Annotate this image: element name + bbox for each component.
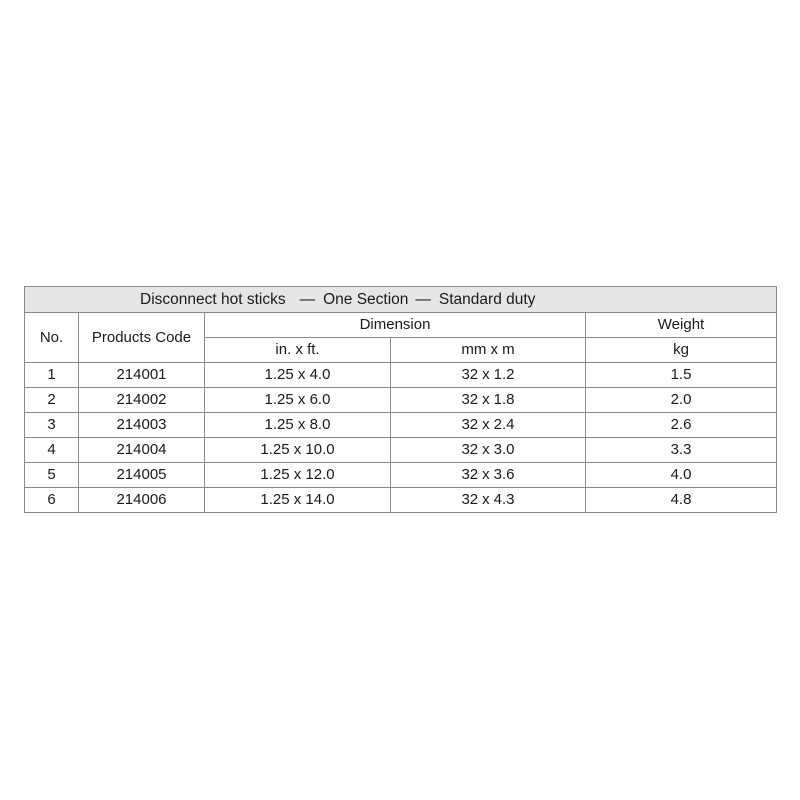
cell-no: 1 — [25, 363, 79, 388]
table-row — [25, 488, 777, 513]
cell-imperial: 1.25 x 10.0 — [205, 438, 391, 463]
cell-no: 4 — [25, 438, 79, 463]
metric-diameter: 32 — [461, 391, 479, 408]
cell-imperial: 1.25 x 4.0 — [205, 363, 391, 388]
spec-table — [24, 286, 777, 513]
title-dash-2: — — [415, 290, 431, 308]
cell-no: 2 — [25, 388, 79, 413]
metric-length: 1.2 — [493, 366, 515, 383]
header-weight: Weight — [586, 313, 777, 338]
table-row — [25, 438, 777, 463]
cell-code: 214002 — [79, 388, 205, 413]
header-dim-imperial: in. x ft. — [205, 338, 391, 363]
cell-code: 214001 — [79, 363, 205, 388]
metric-diameter: 32 — [461, 466, 479, 483]
cell-metric — [391, 438, 586, 463]
cell-metric — [391, 463, 586, 488]
cell-metric — [391, 363, 586, 388]
metric-length: 4.3 — [493, 491, 515, 508]
metric-diameter: 32 — [461, 491, 479, 508]
cell-weight: 2.6 — [586, 413, 777, 438]
metric-length: 2.4 — [493, 416, 515, 433]
table-row — [25, 363, 777, 388]
cell-imperial: 1.25 x 8.0 — [205, 413, 391, 438]
cell-weight: 2.0 — [586, 388, 777, 413]
cell-code: 214004 — [79, 438, 205, 463]
metric-times: x — [482, 416, 490, 433]
table-title — [25, 287, 777, 313]
cell-weight: 4.0 — [586, 463, 777, 488]
cell-weight: 4.8 — [586, 488, 777, 513]
cell-code: 214006 — [79, 488, 205, 513]
header-row-1 — [25, 313, 777, 338]
metric-diameter: 32 — [461, 441, 479, 458]
cell-code: 214005 — [79, 463, 205, 488]
title-row — [25, 287, 777, 313]
header-products-code: Products Code — [79, 313, 205, 363]
table-row — [25, 463, 777, 488]
cell-no: 5 — [25, 463, 79, 488]
metric-times: x — [482, 391, 490, 408]
metric-length: 3.6 — [493, 466, 515, 483]
table-row — [25, 388, 777, 413]
title-part-3: Standard duty — [438, 290, 536, 308]
title-part-2: One Section — [323, 290, 409, 308]
cell-weight: 1.5 — [586, 363, 777, 388]
cell-imperial: 1.25 x 14.0 — [205, 488, 391, 513]
metric-length: 3.0 — [493, 441, 515, 458]
metric-times: x — [482, 441, 490, 458]
header-no: No. — [25, 313, 79, 363]
metric-times: x — [482, 466, 490, 483]
cell-imperial: 1.25 x 6.0 — [205, 388, 391, 413]
cell-metric — [391, 488, 586, 513]
cell-imperial: 1.25 x 12.0 — [205, 463, 391, 488]
metric-length: 1.8 — [493, 391, 515, 408]
metric-times: x — [482, 491, 490, 508]
header-dimension: Dimension — [205, 313, 586, 338]
cell-code: 214003 — [79, 413, 205, 438]
cell-weight: 3.3 — [586, 438, 777, 463]
title-dash-1: — — [299, 290, 316, 308]
title-part-1: Disconnect hot sticks — [140, 290, 286, 308]
cell-metric — [391, 388, 586, 413]
metric-times: x — [482, 366, 490, 383]
header-weight-unit: kg — [586, 338, 777, 363]
header-dim-metric: mm x m — [391, 338, 586, 363]
cell-no: 6 — [25, 488, 79, 513]
table-row — [25, 413, 777, 438]
metric-diameter: 32 — [461, 416, 479, 433]
cell-metric — [391, 413, 586, 438]
metric-diameter: 32 — [461, 366, 479, 383]
cell-no: 3 — [25, 413, 79, 438]
